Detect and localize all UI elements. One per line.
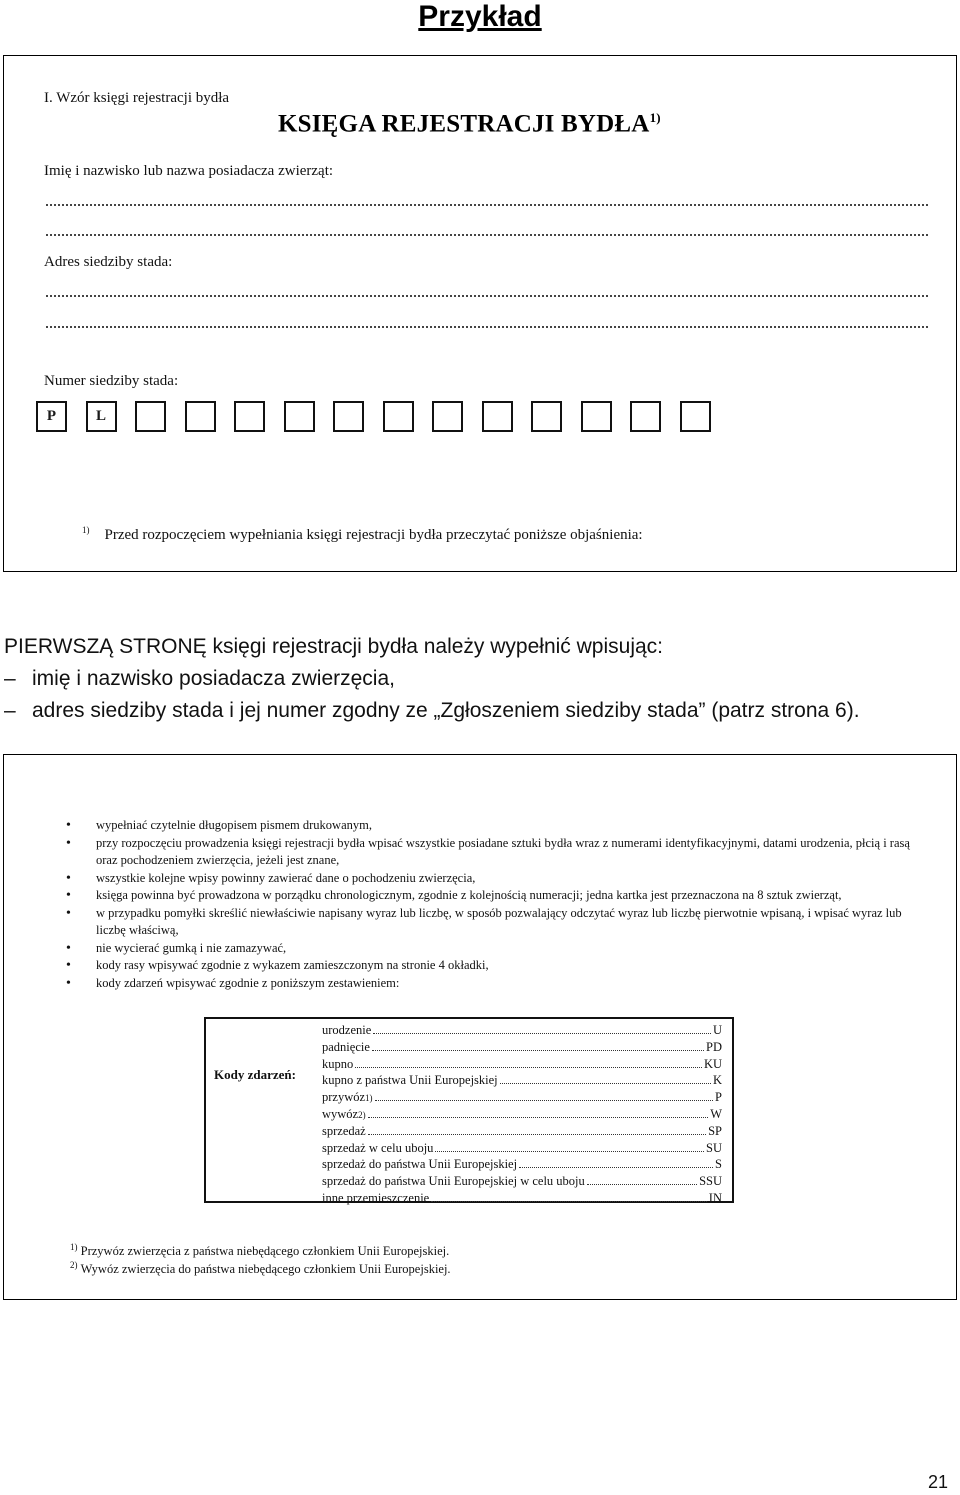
dot-leader xyxy=(375,1100,714,1101)
rule-item: • księga powinna być prowadzona w porządku chronologicznym, zgodnie z kolejnością numeracji; jedna kartka jest przeznaczona na 8 sztuk zwierząt, xyxy=(64,887,934,905)
rules-list xyxy=(64,817,934,992)
event-codes-list xyxy=(322,1023,722,1208)
event-code: W xyxy=(710,1106,722,1121)
herd-number-cell xyxy=(284,401,315,432)
herd-number-label: Numer siedziby stada: xyxy=(44,373,179,389)
event-code: IN xyxy=(708,1190,722,1205)
dot-leader xyxy=(368,1134,706,1135)
dot-leader xyxy=(431,1201,707,1202)
rule-item: • nie wycierać gumką i nie zamazywać, xyxy=(64,940,934,958)
herd-number-cell xyxy=(185,401,216,432)
event-name: kupno z państwa Unii Europejskiej xyxy=(322,1073,498,1088)
dot-leader xyxy=(519,1167,713,1168)
form-footnote: $^{1)}$ Przed rozpoczęciem wypełniania księgi rejestracji bydła przeczytać poniższe objaśnienia: xyxy=(82,525,643,543)
event-code-row xyxy=(322,1157,722,1174)
event-code: SP xyxy=(708,1123,722,1138)
rule-item: • w przypadku pomyłki skreślić niewłaściwie napisany wyraz lub liczbę, w sposób pozwalający odczytać wyraz lub liczbę pierwotnie wpisaną, i wpisać wyraz lub liczbę właściwą, xyxy=(64,905,934,940)
instruction-line: PIERWSZĄ STRONĘ księgi rejestracji bydła należy wypełnić wpisując: xyxy=(4,635,663,658)
event-name: sprzedaż w celu uboju xyxy=(322,1140,434,1155)
herd-number-cell xyxy=(383,401,414,432)
instruction-item: – imię i nazwisko posiadacza zwierzęcia, xyxy=(4,663,960,695)
event-code-row xyxy=(322,1107,722,1124)
event-footnote-ref: 2) xyxy=(358,1109,366,1120)
rule-item: • wszystkie kolejne wpisy powinny zawierać dane o pochodzeniu zwierzęcia, xyxy=(64,870,934,888)
instruction-text xyxy=(4,631,960,727)
herd-number-cell xyxy=(234,401,265,432)
event-name: sprzedaż do państwa Unii Europejskiej xyxy=(322,1157,518,1172)
owner-label: Imię i nazwisko lub nazwa posiadacza zwierząt: xyxy=(44,163,334,179)
event-codes-label: Kody zdarzeń: xyxy=(214,1067,296,1082)
event-code-row xyxy=(322,1040,722,1057)
event-name: inne przemieszczenie xyxy=(322,1190,430,1205)
page-heading: Przykład xyxy=(418,0,542,33)
form-sample xyxy=(3,55,957,572)
dot-leader xyxy=(500,1083,711,1084)
form-title: KSIĘGA REJESTRACJI BYDŁA$^{1)}$ xyxy=(278,110,661,138)
dot-leader xyxy=(372,1050,704,1051)
event-code: P xyxy=(715,1090,722,1105)
event-code-row xyxy=(322,1023,722,1040)
instruction-item: – adres siedziby stada i jej numer zgodny ze „Zgłoszeniem siedziby stada” (patrz strona 6). xyxy=(4,695,960,727)
event-code-row xyxy=(322,1124,722,1141)
rules-footnote-2: $^{2)}$ Wywóz zwierzęcia do państwa niebędącego członkiem Unii Europejskiej. xyxy=(70,1260,451,1277)
event-name: urodzenie xyxy=(322,1023,372,1037)
rule-item: • kody rasy wpisywać zgodnie z wykazem zamieszczonym na stronie 4 okładki, xyxy=(64,957,934,975)
event-code-row xyxy=(322,1090,722,1107)
herd-number-cell xyxy=(135,401,166,432)
herd-number-cell xyxy=(482,401,513,432)
rule-item: • wypełniać czytelnie długopisem pismem drukowanym, xyxy=(64,817,934,835)
dot-leader xyxy=(373,1033,711,1034)
event-name: padnięcie xyxy=(322,1039,370,1054)
event-code: PD xyxy=(706,1039,722,1054)
event-code-row xyxy=(322,1174,722,1191)
herd-number-cell xyxy=(680,401,711,432)
dot-leader xyxy=(368,1117,709,1118)
event-footnote-ref: 1) xyxy=(365,1093,373,1104)
owner-line-1 xyxy=(46,204,928,206)
herd-number-cell xyxy=(333,401,364,432)
event-name: sprzedaż xyxy=(322,1123,366,1138)
address-line-1 xyxy=(46,295,928,297)
event-code: SSU xyxy=(699,1174,722,1189)
event-code-row xyxy=(322,1073,722,1090)
event-code-row xyxy=(322,1057,722,1074)
herd-number-cell xyxy=(432,401,463,432)
dot-leader xyxy=(435,1151,704,1152)
address-line-2 xyxy=(46,326,928,328)
owner-line-2 xyxy=(46,234,928,236)
event-code: KU xyxy=(703,1056,722,1071)
rule-item: • kody zdarzeń wpisywać zgodnie z poniższym zestawieniem: xyxy=(64,975,934,993)
event-code: K xyxy=(712,1073,722,1088)
herd-number-cell xyxy=(531,401,562,432)
rules-footnote-1: $^{1)}$ Przywóz zwierzęcia z państwa niebędącego członkiem Unii Europejskiej. xyxy=(70,1242,450,1259)
event-name: sprzedaż do państwa Unii Europejskiej w celu uboju xyxy=(322,1174,585,1189)
event-code: S xyxy=(715,1157,722,1172)
herd-number-cell xyxy=(581,401,612,432)
rule-item: • przy rozpoczęciu prowadzenia księgi rejestracji bydła wpisać wszystkie posiadane sztuki bydła wraz z numerami identyfikacyjnymi, datami urodzenia, płcią i rasą oraz pochodzeniem zwierzęcia, jeżeli jest znane, xyxy=(64,835,934,870)
event-name: wywóz xyxy=(322,1106,359,1121)
event-name: przywóz xyxy=(322,1090,366,1105)
dash: – xyxy=(4,667,16,690)
event-codes-box xyxy=(204,1017,734,1203)
event-code: U xyxy=(712,1023,722,1037)
herd-number-cell: L xyxy=(86,401,117,432)
page-number: 21 xyxy=(927,1472,948,1492)
dash: – xyxy=(4,699,16,722)
herd-number-cell: P xyxy=(36,401,67,432)
event-name: kupno xyxy=(322,1056,354,1071)
event-code-row xyxy=(322,1141,722,1158)
dot-leader xyxy=(587,1184,697,1185)
event-code-row xyxy=(322,1191,722,1208)
dot-leader xyxy=(355,1067,702,1068)
event-code: SU xyxy=(706,1140,722,1155)
rules-box xyxy=(3,754,957,1300)
herd-number-cell xyxy=(630,401,661,432)
form-section-label: I. Wzór księgi rejestracji bydła xyxy=(44,90,230,106)
address-label: Adres siedziby stada: xyxy=(44,254,173,270)
